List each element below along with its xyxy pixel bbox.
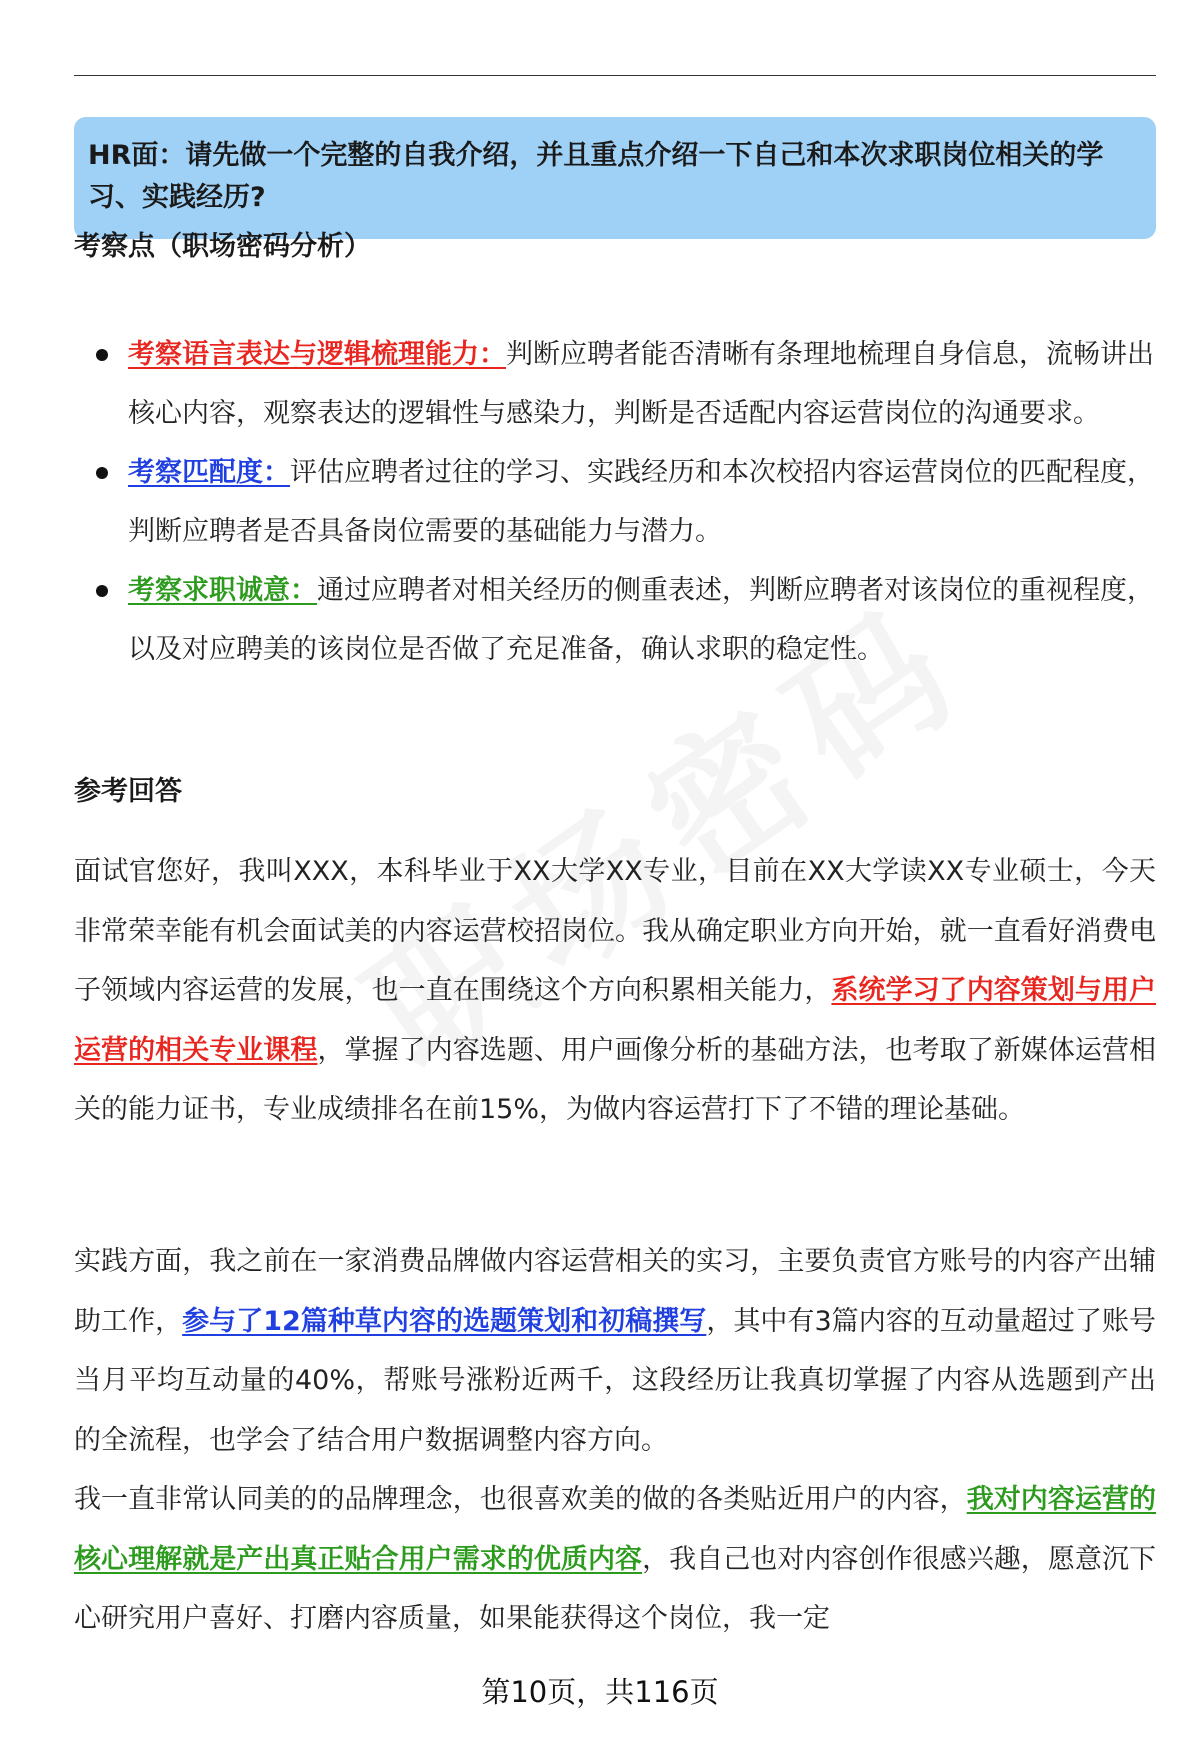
page-number: 第10页，共116页 xyxy=(481,1675,719,1709)
question-box xyxy=(74,117,1156,239)
answer-text: 面试官您好，我叫XXX，本科毕业于XX大学XX专业，目前在XX大学读XX专业硕士，今天非常荣幸能有机会面试美的内容运营校招岗位。我从确定职业方向开始，就一直看好消费电子领域内容运营的发展，也一直在围绕这个方向积累相关能力， xyxy=(74,856,1156,1006)
answer-text: 我一直非常认同美的的品牌理念，也很喜欢美的做的各类贴近用户的内容， xyxy=(74,1484,967,1515)
section-heading-answer: 参考回答 xyxy=(74,776,182,807)
answer-paragraph-motivation xyxy=(74,1470,1156,1649)
question-text: HR面：请先做一个完整的自我介绍，并且重点介绍一下自己和本次求职岗位相关的学习、实践经历? xyxy=(88,140,1104,213)
bullet-dot-icon xyxy=(96,585,108,597)
answer-paragraph-intro xyxy=(74,842,1156,1140)
bullet-label: 考察语言表达与逻辑梳理能力： xyxy=(128,339,506,370)
header-divider xyxy=(74,75,1156,76)
bullet-text: 评估应聘者过往的学习、实践经历和本次校招内容运营岗位的匹配程度，判断应聘者是否具备岗位需要的基础能力与潜力。 xyxy=(128,457,1154,547)
bullet-item-expression xyxy=(74,325,1156,443)
answer-highlight: 参与了12篇种草内容的选题策划和初稿撰写 xyxy=(182,1305,707,1337)
answer-text: ，我自己也对内容创作很感兴趣，愿意沉下心研究用户喜好、打磨内容质量，如果能获得这个岗位，我一定 xyxy=(74,1543,1157,1634)
bullet-label: 考察求职诚意： xyxy=(128,575,317,606)
bullet-dot-icon xyxy=(96,349,108,361)
answer-highlight: 系统学习了内容策划与用户运营的相关专业课程 xyxy=(74,975,1157,1066)
analysis-bullet-list xyxy=(74,325,1156,679)
bullet-text: 判断应聘者能否清晰有条理地梳理自身信息，流畅讲出核心内容，观察表达的逻辑性与感染力，判断是否适配内容运营岗位的沟通要求。 xyxy=(128,339,1154,429)
answer-text: 实践方面，我之前在一家消费品牌做内容运营相关的实习，主要负责官方账号的内容产出辅助工作， xyxy=(74,1246,1156,1337)
answer-text: ，掌握了内容选题、用户画像分析的基础方法，也考取了新媒体运营相关的能力证书，专业成绩排名在前15%，为做内容运营打下了不错的理论基础。 xyxy=(74,1034,1157,1125)
bullet-label: 考察匹配度： xyxy=(128,457,290,488)
bullet-dot-icon xyxy=(96,467,108,479)
answer-highlight: 我对内容运营的核心理解就是产出真正贴合用户需求的优质内容 xyxy=(74,1484,1157,1575)
answer-paragraph-practice xyxy=(74,1232,1156,1470)
bullet-item-match xyxy=(74,443,1156,561)
answer-text: ，其中有3篇内容的互动量超过了账号当月平均互动量的40%，帮账号涨粉近两千，这段经历让我真切掌握了内容从选题到产出的全流程，也学会了结合用户数据调整内容方向。 xyxy=(74,1305,1157,1456)
bullet-item-sincerity xyxy=(74,561,1156,679)
bullet-text: 通过应聘者对相关经历的侧重表述，判断应聘者对该岗位的重视程度，以及对应聘美的该岗位是否做了充足准备，确认求职的稳定性。 xyxy=(128,575,1154,665)
section-heading-analysis: 考察点（职场密码分析） xyxy=(74,231,371,262)
